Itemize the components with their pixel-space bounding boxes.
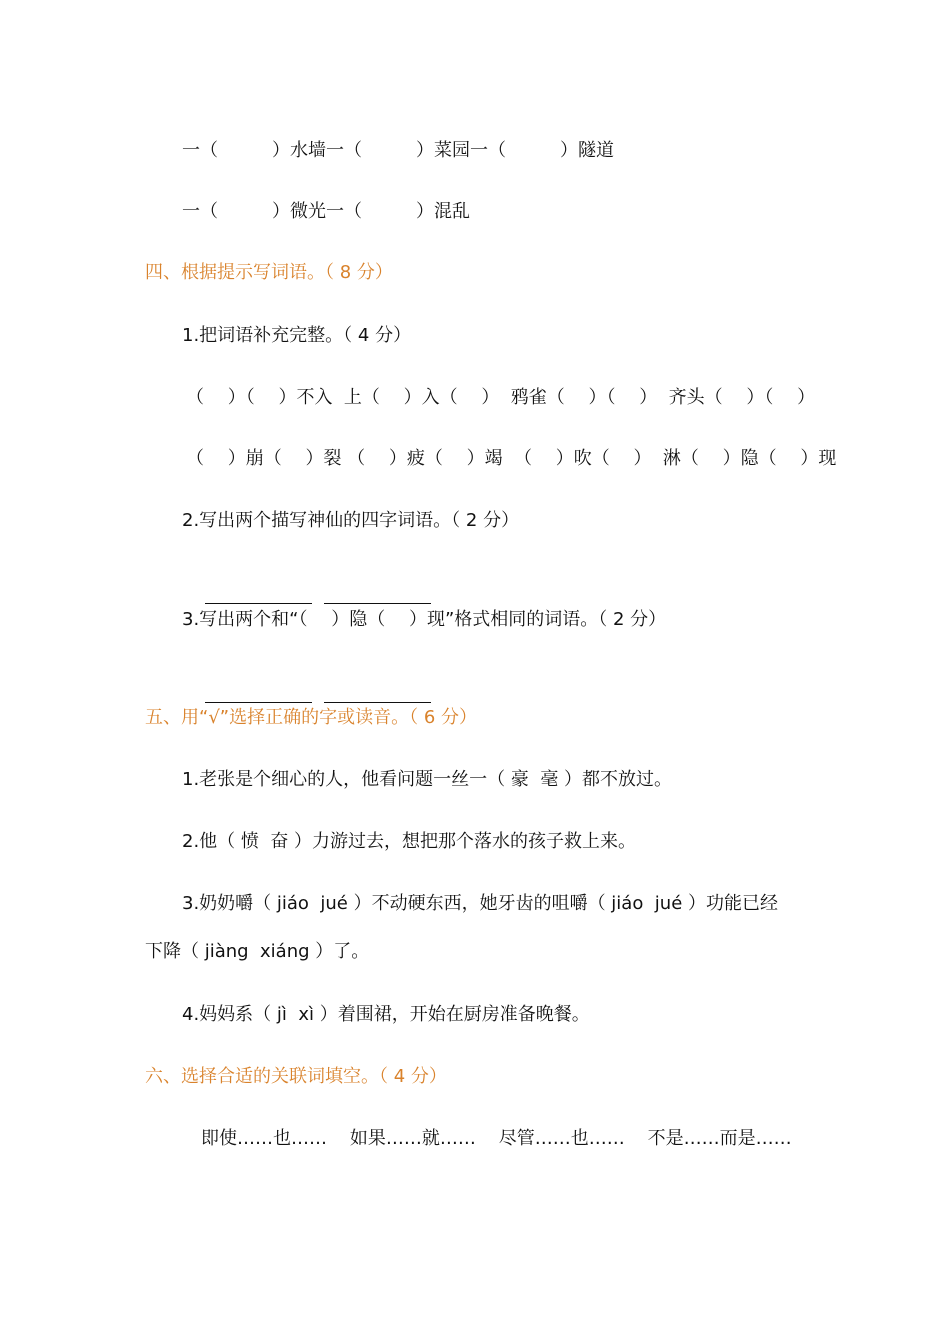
- section-5-question-2: 2.他（ 愤 奋 ）力游过去，想把那个落水的孩子救上来。: [182, 831, 637, 852]
- section-4-question-2: 2.写出两个描写神仙的四字词语。（ 2 分）: [182, 510, 520, 531]
- section-5-question-3-part-1: 3.奶奶嚼（ jiáo jué ）不动硬东西，她牙齿的咀嚼（ jiáo jué ）功能已经: [182, 893, 779, 914]
- answer-blank: [205, 602, 312, 604]
- section-5-question-1: 1.老张是个细心的人，他看问题一丝一（ 豪 毫 ）都不放过。: [182, 769, 673, 790]
- section-6-heading: 六、选择合适的关联词填空。（ 4 分）: [145, 1066, 447, 1087]
- section-4-question-1-row-1: （ ）（ ）不入 上（ ）入（ ） 鸦雀（ ）（ ） 齐头（ ）（ ）: [186, 387, 816, 408]
- answer-blank: [324, 701, 431, 703]
- section-5-question-4: 4.妈妈系（ jì xì ）着围裙，开始在厨房准备晚餐。: [182, 1004, 590, 1025]
- section-4-question-3: 3.写出两个和“（ ）隐（ ）现”格式相同的词语。（ 2 分）: [182, 609, 667, 630]
- section-6-conjunction-options: 即使……也…… 如果……就…… 尽管……也…… 不是……而是……: [201, 1128, 792, 1149]
- section-5-question-3-part-2: 下降（ jiàng xiáng ）了。: [145, 941, 370, 962]
- section-4-question-1: 1.把词语补充完整。（ 4 分）: [182, 325, 412, 346]
- answer-blank: [205, 701, 312, 703]
- section-4-question-1-row-2: （ ）崩（ ）裂 （ ）疲（ ）竭 （ ）吹（ ） 淋（ ）隐（ ）现: [186, 448, 837, 469]
- fill-in-line-2: 一（ ）微光一（ ）混乱: [182, 201, 470, 222]
- section-4-heading: 四、根据提示写词语。（ 8 分）: [145, 262, 393, 283]
- fill-in-line-1: 一（ ）水墙一（ ）菜园一（ ）隧道: [182, 140, 614, 161]
- answer-blank: [324, 602, 431, 604]
- section-5-heading: 五、用“√”选择正确的字或读音。（ 6 分）: [145, 707, 478, 728]
